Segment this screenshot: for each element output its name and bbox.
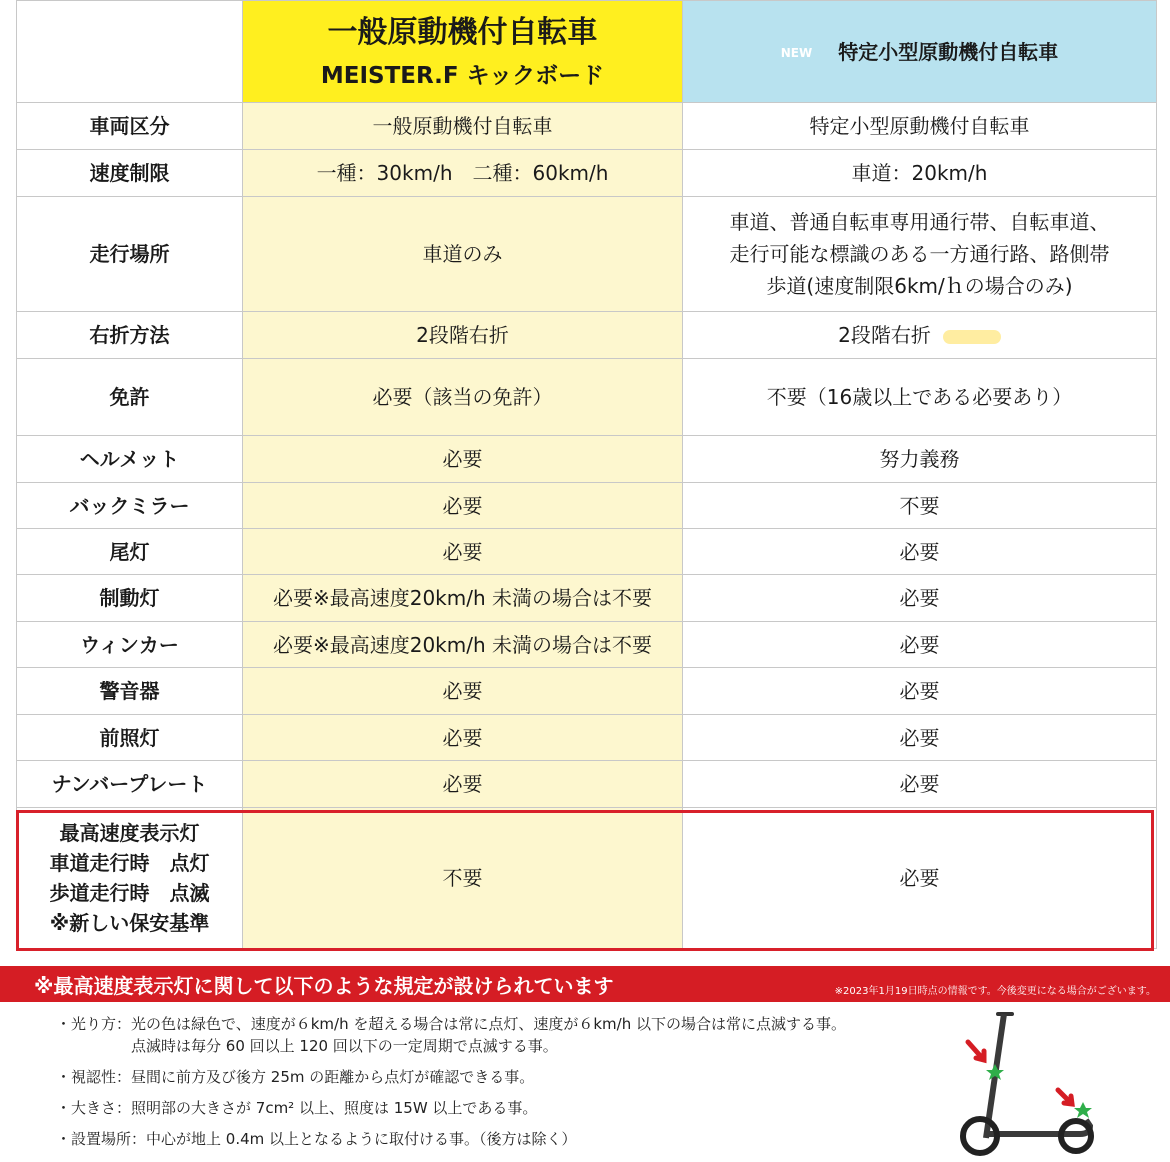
cell-specified: 不要（16歳以上である必要あり） xyxy=(683,359,1157,436)
arrow-icon-rear xyxy=(1058,1090,1072,1104)
table-row xyxy=(17,436,1157,483)
cell-general: 必要※最高速度20km/h 未満の場合は不要 xyxy=(243,575,683,622)
highlighter-mark xyxy=(943,330,1001,344)
cell-general: 一種：30km/h 二種：60km/h xyxy=(243,150,683,197)
row-label: ナンバープレート xyxy=(17,761,243,808)
cell-general: 必要※最高速度20km/h 未満の場合は不要 xyxy=(243,622,683,668)
table-row xyxy=(17,312,1157,359)
cell-specified: 特定小型原動機付自転車 xyxy=(683,103,1157,150)
row-label: 前照灯 xyxy=(17,715,243,761)
cell-specified: 必要 xyxy=(683,668,1157,715)
cell-general: 必要 xyxy=(243,529,683,575)
cell-specified: 不要 xyxy=(683,483,1157,529)
cell-line: 走行可能な標識のある一方通行路、路側帯 xyxy=(729,242,1110,266)
note-text xyxy=(131,1013,846,1057)
cell-general: 必要（該当の免許） xyxy=(243,359,683,436)
table-row xyxy=(17,715,1157,761)
row-label: バックミラー xyxy=(17,483,243,529)
cell-general: 必要 xyxy=(243,436,683,483)
cell-specified: 必要 xyxy=(683,808,1157,949)
cell-specified xyxy=(683,197,1157,312)
cell-general: 不要 xyxy=(243,808,683,949)
regulation-notes xyxy=(56,1013,846,1159)
cell-general: 車道のみ xyxy=(243,197,683,312)
new-badge: NEW xyxy=(780,46,813,60)
note-line: 点滅時は毎分 60 回以上 120 回以下の一定周期で点滅する事。 xyxy=(131,1037,558,1055)
note-item xyxy=(56,1128,846,1150)
row-label: 右折方法 xyxy=(17,312,243,359)
note-item xyxy=(56,1013,846,1057)
comparison-table xyxy=(16,0,1157,949)
row-label: 走行場所 xyxy=(17,197,243,312)
cell-specified: 必要 xyxy=(683,575,1157,622)
cell-line: 車道、普通自転車専用通行帯、自転車道、 xyxy=(729,210,1110,234)
cell-specified: 努力義務 xyxy=(683,436,1157,483)
table-row xyxy=(17,622,1157,668)
header-specified-small-moped-title: 特定小型原動機付自転車 xyxy=(838,39,1059,64)
cell-general: 必要 xyxy=(243,715,683,761)
row-label: 免許 xyxy=(17,359,243,436)
row-label: 警音器 xyxy=(17,668,243,715)
label-line: 歩道走行時 点滅 xyxy=(49,881,210,905)
row-label: ヘルメット xyxy=(17,436,243,483)
cell-specified: 車道：20km/h xyxy=(683,150,1157,197)
note-text: 中心が地上 0.4m 以上となるように取付ける事。（後方は除く） xyxy=(146,1130,577,1148)
arrow-icon-front xyxy=(968,1042,984,1060)
cell-general: 2段階右折 xyxy=(243,312,683,359)
note-label: ・大きさ： xyxy=(56,1099,132,1117)
cell-specified: 必要 xyxy=(683,715,1157,761)
cell-specified xyxy=(683,312,1157,359)
table-row xyxy=(17,575,1157,622)
table-row xyxy=(17,150,1157,197)
cell-general: 必要 xyxy=(243,483,683,529)
cell-general: 必要 xyxy=(243,761,683,808)
cell-specified: 必要 xyxy=(683,529,1157,575)
header-general-moped-title: 一般原動機付自転車 xyxy=(327,14,598,50)
banner-date-note: ※2023年1月19日時点の情報です。今後変更になる場合がございます。 xyxy=(834,986,1156,997)
cell-specified: 必要 xyxy=(683,761,1157,808)
cell-line: 歩道(速度制限6km/ｈの場合のみ) xyxy=(766,274,1073,298)
rear-indicator-light xyxy=(1074,1102,1092,1118)
note-line: 光の色は緑色で、速度が６km/h を超える場合は常に点灯、速度が６km/h 以下の場合は常に点滅する事。 xyxy=(131,1015,846,1033)
cell-general: 一般原動機付自転車 xyxy=(243,103,683,150)
row-label xyxy=(17,808,243,949)
row-label: 速度制限 xyxy=(17,150,243,197)
row-label: 制動灯 xyxy=(17,575,243,622)
banner-text: ※最高速度表示灯に関して以下のような規定が設けられています xyxy=(34,974,614,998)
note-label: ・視認性： xyxy=(56,1068,132,1086)
note-text: 照明部の大きさが 7cm² 以上、照度は 15W 以上である事。 xyxy=(131,1099,538,1117)
note-text: 昼間に前方及び後方 25m の距離から点灯が確認できる事。 xyxy=(131,1068,535,1086)
cell-general: 必要 xyxy=(243,668,683,715)
table-row xyxy=(17,761,1157,808)
cell-specified: 必要 xyxy=(683,622,1157,668)
table-row xyxy=(17,103,1157,150)
note-label: ・光り方： xyxy=(56,1015,132,1033)
note-label: ・設置場所： xyxy=(56,1130,147,1148)
kick-scooter-illustration xyxy=(940,1008,1110,1158)
table-row xyxy=(17,483,1157,529)
header-general-moped-product: MEISTER.F キックボード xyxy=(320,62,605,89)
label-line: 車道走行時 点灯 xyxy=(49,851,210,875)
table-row xyxy=(17,668,1157,715)
table-row xyxy=(17,359,1157,436)
cell-text: 2段階右折 xyxy=(838,323,931,347)
label-line: ※新しい保安基準 xyxy=(49,911,210,935)
table-row xyxy=(17,197,1157,312)
note-item xyxy=(56,1066,846,1088)
row-label: 車両区分 xyxy=(17,103,243,150)
table-header-row xyxy=(17,1,1157,103)
header-empty-cell xyxy=(17,1,243,103)
note-item xyxy=(56,1097,846,1119)
table-row xyxy=(17,529,1157,575)
label-line: 最高速度表示灯 xyxy=(59,821,200,845)
header-specified-small-moped xyxy=(683,1,1157,103)
row-label: ウィンカー xyxy=(17,622,243,668)
header-general-moped xyxy=(243,1,683,103)
row-label: 尾灯 xyxy=(17,529,243,575)
scooter-icon xyxy=(963,1014,1091,1153)
table-row-speed-indicator xyxy=(17,808,1157,949)
notice-banner xyxy=(0,966,1170,1002)
